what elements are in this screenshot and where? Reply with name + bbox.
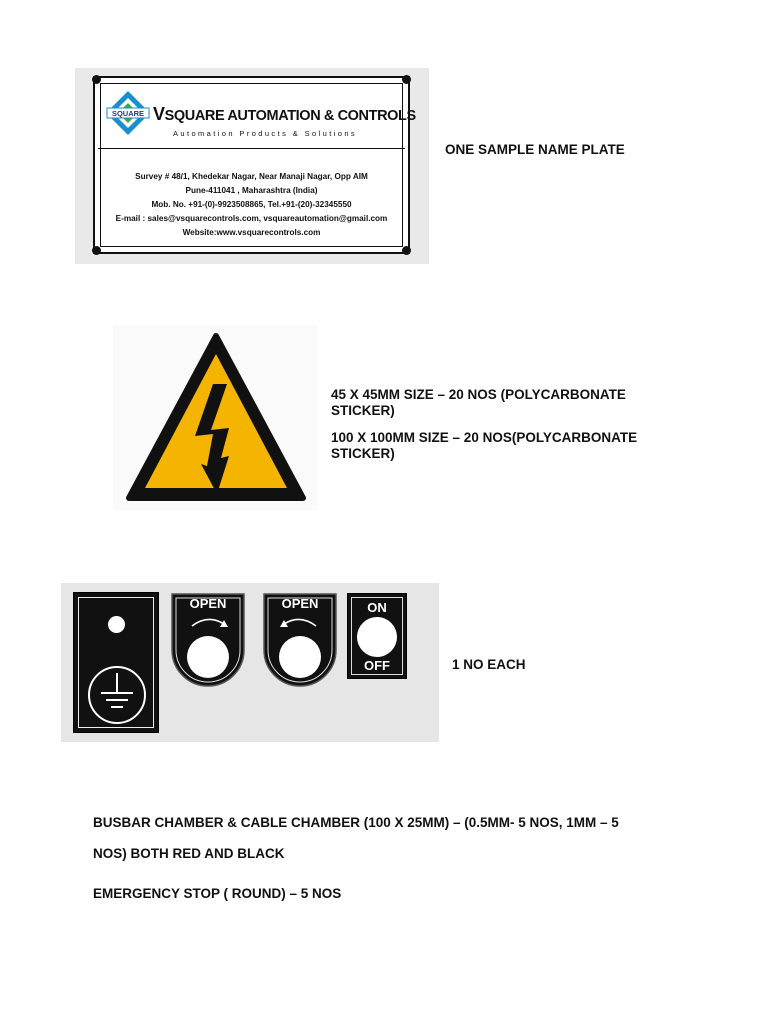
off-text: OFF <box>364 658 390 673</box>
warning-caption-2 <box>331 430 637 462</box>
warning-caption-1 <box>331 387 626 419</box>
corner-ornament <box>92 75 101 84</box>
corner-ornament <box>402 246 411 255</box>
on-off-label <box>347 593 407 679</box>
busbar-line-2: NOS) BOTH RED AND BLACK <box>93 846 285 861</box>
company-name-rest: SQUARE AUTOMATION & CONTROLS <box>164 108 416 124</box>
logo-text: SQUARE <box>111 109 145 118</box>
caption-line: 100 X 100MM SIZE – 20 NOS(POLYCARBONATE <box>331 430 638 445</box>
address-line: Survey # 48/1, Khedekar Nagar, Near Manaji Nagar, Opp AIM <box>135 172 368 181</box>
busbar-line-1: BUSBAR CHAMBER & CABLE CHAMBER (100 X 25MM) – (0.5MM- 5 NOS, 1MM – 5 <box>93 815 619 830</box>
company-tagline: Automation Products & Solutions <box>173 129 358 138</box>
email-line: E-mail : sales@vsquarecontrols.com, vsquareautomation@gmail.com <box>115 214 388 223</box>
caption-line: STICKER) <box>331 403 395 418</box>
company-name <box>153 104 416 125</box>
earth-label-plate <box>73 592 159 733</box>
nameplate <box>93 76 416 254</box>
labels-caption: 1 NO EACH <box>452 657 526 672</box>
mounting-hole <box>108 616 125 633</box>
corner-ornament <box>92 246 101 255</box>
phone-line: Mob. No. +91-(0)-9923508865, Tel.+91-(20)-32345550 <box>151 200 352 209</box>
nameplate-divider <box>98 148 405 149</box>
open-text: OPEN <box>281 596 319 611</box>
earth-ground-icon <box>86 665 148 725</box>
caption-line: 45 X 45MM SIZE – 20 NOS (POLYCARBONATE <box>331 387 626 402</box>
address-block <box>95 170 408 240</box>
vsquare-logo-icon <box>105 90 151 136</box>
open-text: OPEN <box>189 596 227 611</box>
open-anticlockwise-label <box>262 592 338 688</box>
corner-ornament <box>402 75 411 84</box>
button-hole <box>357 617 397 657</box>
nameplate-caption: ONE SAMPLE NAME PLATE <box>445 142 625 157</box>
website-line: Website:www.vsquarecontrols.com <box>182 228 321 237</box>
on-text: ON <box>367 600 387 615</box>
emergency-stop-line: EMERGENCY STOP ( ROUND) – 5 NOS <box>93 886 342 901</box>
address-line: Pune-411041 , Maharashtra (India) <box>185 186 318 195</box>
caption-line: STICKER) <box>331 446 395 461</box>
company-name-initial: V <box>153 104 165 124</box>
high-voltage-warning-icon <box>125 332 307 504</box>
open-clockwise-label <box>170 592 246 688</box>
